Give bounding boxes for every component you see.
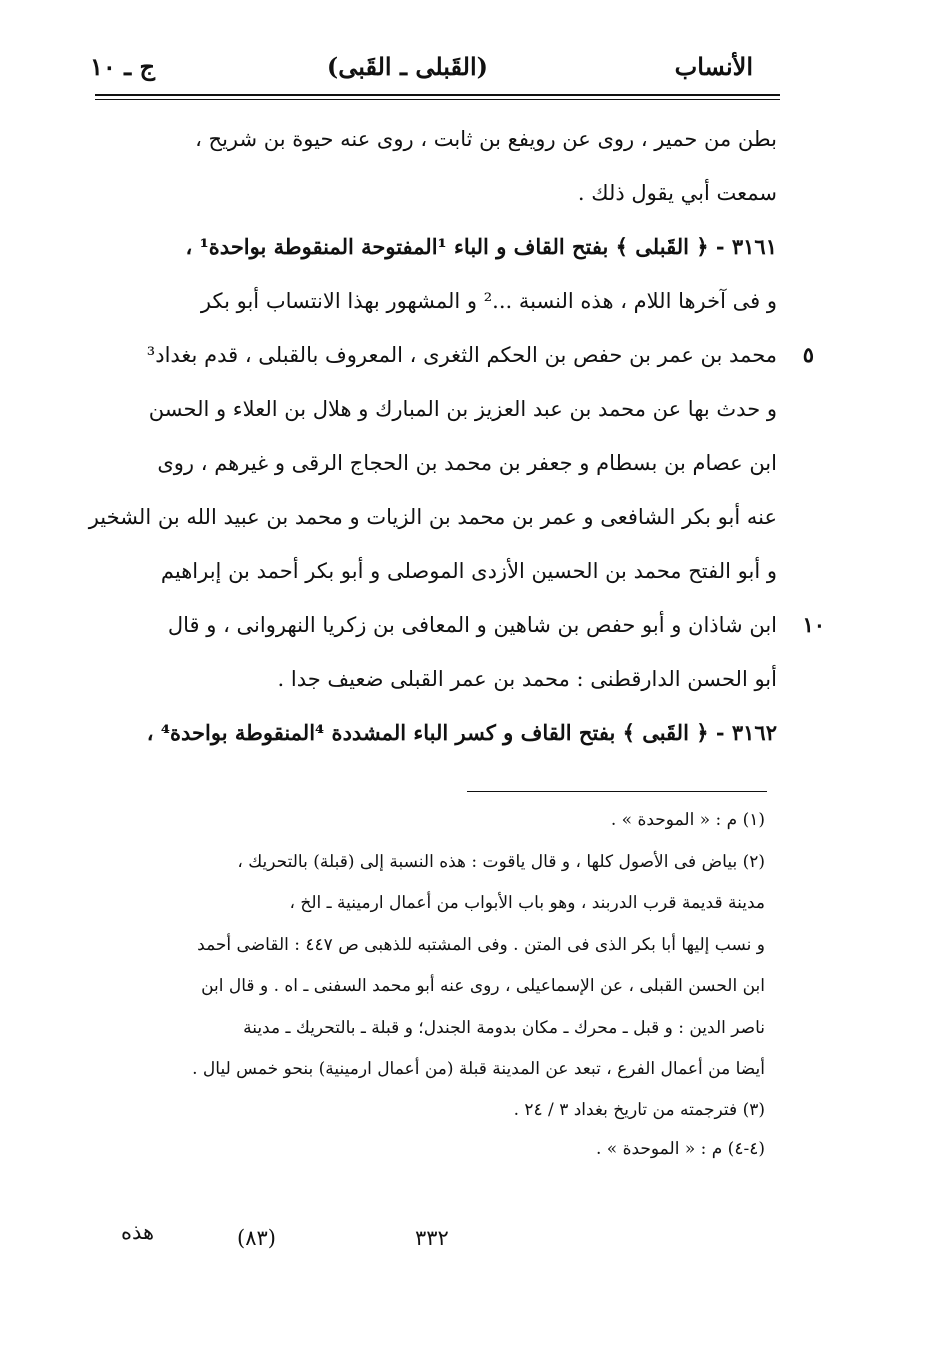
body-line: و حدث بها عن محمد بن عبد العزيز بن المبارك و هلال بن العلاء و الحسن — [148, 397, 777, 421]
body-line: ابن عصام بن بسطام و جعفر بن محمد بن الحجاج الرقى و غيرهم ، روى — [157, 451, 777, 475]
page-number: ٣٣٢ — [415, 1226, 449, 1250]
line-number-10: ١٠ — [802, 612, 825, 637]
body-line: سمعت أبي يقول ذلك . — [577, 181, 777, 205]
entry-3162-heading: ٣١٦٢ - ﴿ القَبى ﴾ بفتح القاف و كسر الباء المشددة ⁴المنقوطة بواحدة⁴ ، — [146, 720, 777, 745]
header-rule-thick — [95, 94, 780, 96]
header-volume-number: ج ـ ١٠ — [90, 52, 156, 81]
entry-3161-heading: ٣١٦١ - ﴿ القَبلى ﴾ بفتح القاف و الباء ¹المفتوحة المنقوطة بواحدة¹ ، — [185, 234, 777, 259]
footnote-line: ناصر الدين : و قبل ـ محرك ـ مكان بدومة الجندل؛ و قبلة ـ بالتحريك ـ مدينة — [243, 1017, 765, 1038]
body-line: أبو الحسن الدارقطنى : محمد بن عمر القبلى ضعيف جدا . — [277, 667, 777, 691]
body-line-text: محمد بن عمر بن حفص بن الحكم الثغرى ، المعروف بالقبلى ، قدم بغداد³ — [146, 343, 777, 367]
line-number-5: ٥ — [802, 342, 814, 367]
header-title-right: الأنساب — [674, 52, 753, 81]
running-header — [90, 48, 753, 92]
main-text — [88, 112, 825, 760]
signature-number: (٨٣) — [237, 1226, 276, 1250]
header-title-center: (القَبلى ـ القَبى) — [326, 52, 488, 81]
page-footer — [95, 1218, 773, 1258]
footnote-line: (١) م : « الموحدة » . — [610, 810, 765, 830]
body-line-10 — [95, 598, 825, 652]
footnote-line: و نسب إليها أبا بكر الذى فى المتن . وفى المشتبه للذهبى ص ٤٤٧ : القاضى أحمد — [197, 934, 765, 955]
footnote-line: ابن الحسن القبلى ، عن الإسماعيلى ، روى عنه أبو محمد السفنى ـ اه . و قال ابن — [201, 976, 765, 996]
footnote-line: (٣) فترجمته من تاريخ بغداد ٣ / ٢٤ . — [513, 1099, 765, 1120]
catchword: هذه — [121, 1220, 155, 1244]
body-line: و فى آخرها اللام ، هذه النسبة ...² و المشهور بهذا الانتساب أبو بكر — [200, 289, 777, 313]
body-line-5 — [95, 328, 814, 382]
header-rule-thin — [95, 99, 780, 100]
body-line: و أبو الفتح محمد بن الحسين الأزدى الموصلى و أبو بكر أحمد بن إبراهيم — [160, 559, 777, 583]
body-line: بطن من حمير ، روى عن رويفع بن ثابت ، روى عنه حيوة بن شريح ، — [195, 127, 777, 151]
body-line-text: ابن شاذان و أبو حفص بن شاهين و المعافى بن زكريا النهروانى ، و قال — [167, 613, 777, 637]
footnote-line: مدينة قديمة قرب الدربند ، وهو باب الأبواب من أعمال ارمينية ـ الخ ، — [289, 893, 765, 913]
footnote-line: أيضا من أعمال الفرع ، تبعد عن المدينة قبلة (من أعمال ارمينية) بنحو خمس ليال . — [192, 1059, 765, 1079]
footnotes — [100, 800, 765, 1169]
body-line: عنه أبو بكر الشافعى و عمر بن محمد بن الزيات و محمد بن عبيد الله بن الشخير — [88, 505, 777, 529]
footnote-line: (٤-٤) م : « الموحدة » . — [595, 1138, 765, 1159]
footnote-separator — [467, 791, 767, 792]
footnote-line: (٢) بياض فى الأصول كلها ، و قال ياقوت : هذه النسبة إلى (قبلة) بالتحريك ، — [237, 851, 765, 872]
